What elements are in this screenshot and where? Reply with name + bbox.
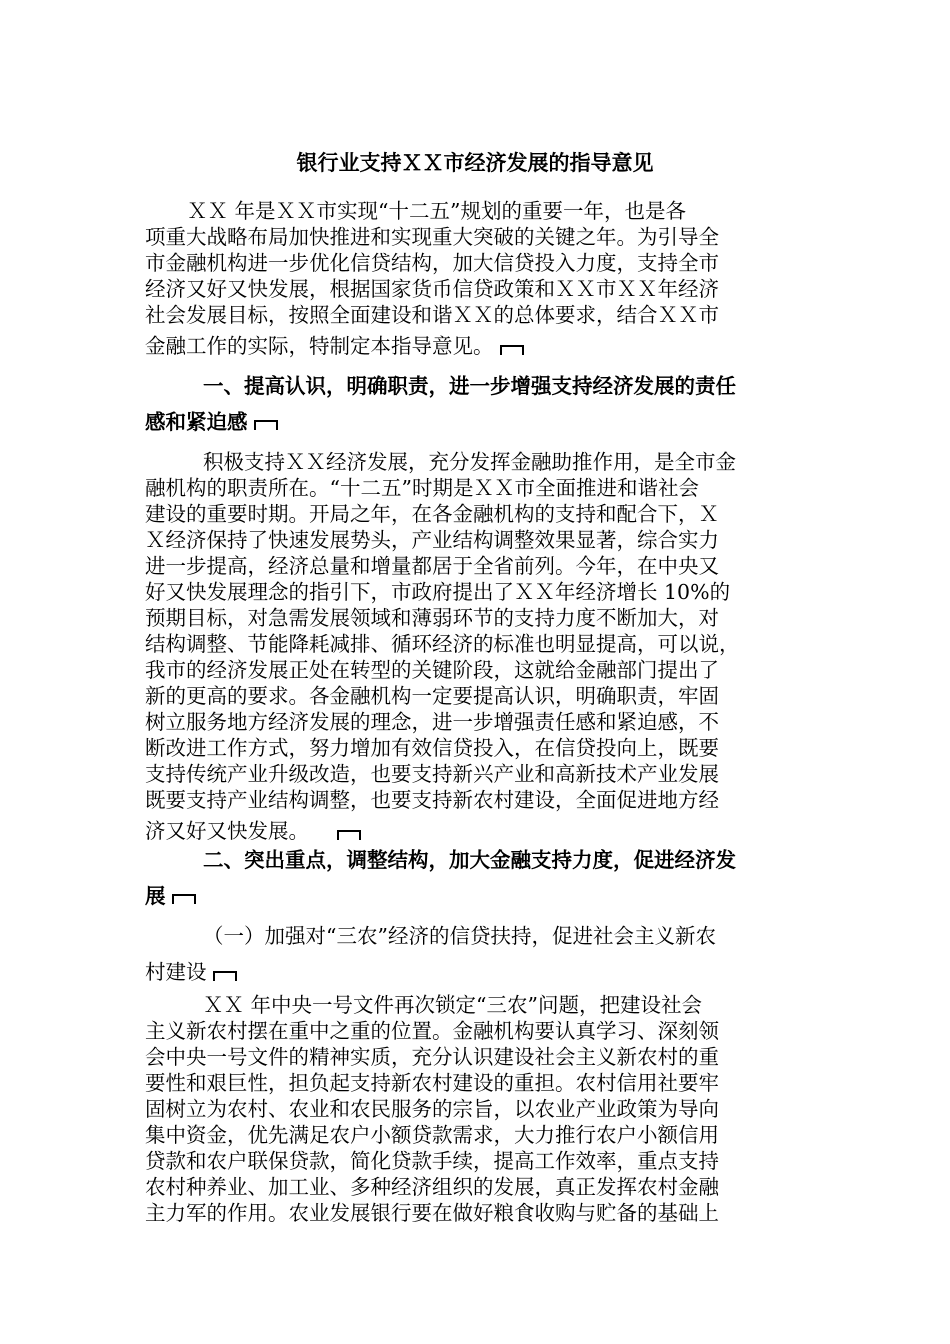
section1-heading-line: 一、提高认识，明确职责，进一步增强支持经济发展的责任 [203,374,736,398]
paragraph-mark-icon [254,420,278,430]
subsection1-line: 主义新农村摆在重中之重的位置。金融机构要认真学习、深刻领 [145,1019,719,1043]
document-title: 银行业支持ＸＸ市经济发展的指导意见 [296,151,654,175]
intro-line: 项重大战略布局加快推进和实现重大突破的关键之年。为引导全 [145,225,719,249]
section1-line: Ｘ经济保持了快速发展势头，产业结构调整效果显著，综合实力 [145,528,719,552]
section1-line-text: 济又好又快发展。 [145,819,309,843]
section1-line: 支持传统产业升级改造，也要支持新兴产业和高新技术产业发展 [145,762,719,786]
intro-line-text: 金融工作的实际，特制定本指导意见。 [145,334,494,358]
subsection1-line: 集中资金，优先满足农户小额贷款需求，大力推行农户小额信用 [145,1123,719,1147]
section2-heading [145,842,805,914]
section2-heading-line-last [145,878,805,914]
section2-heading-text: 展 [145,884,166,908]
section1-line: 进一步提高，经济总量和增量都居于全省前列。今年，在中央又 [145,554,719,578]
subsection1-heading-line: （一）加强对“三农”经济的信贷扶持，促进社会主义新农 [203,924,716,948]
section1-line: 树立服务地方经济发展的理念，进一步增强责任感和紧迫感，不 [145,710,719,734]
subsection1-line: 农村种养业、加工业、多种经济组织的发展，真正发挥农村金融 [145,1175,719,1199]
section1-heading-text: 感和紧迫感 [145,410,248,434]
subsection1-line: ＸＸ 年中央一号文件再次锁定“三农”问题，把建设社会 [203,993,702,1017]
intro-line-last [145,328,805,364]
intro-line: 市金融机构进一步优化信贷结构，加大信贷投入力度，支持全市 [145,251,719,275]
intro-line: 社会发展目标，按照全面建设和谐ＸＸ的总体要求，结合ＸＸ市 [145,303,719,327]
intro-line: 经济又好又快发展，根据国家货币信贷政策和ＸＸ市ＸＸ年经济 [145,277,719,301]
subsection1-heading-line-last [145,954,805,990]
section1-heading [145,368,805,440]
section1-line: 融机构的职责所在。“十二五”时期是ＸＸ市全面推进和谐社会 [145,476,699,500]
paragraph-mark-icon [213,971,237,981]
section1-line: 我市的经济发展正处在转型的关键阶段，这就给金融部门提出了 [145,658,719,682]
intro-paragraph [145,198,805,364]
subsection1-heading [145,918,805,990]
section2-heading-line: 二、突出重点，调整结构，加大金融支持力度，促进经济发 [203,848,736,872]
section1-line: 建设的重要时期。开局之年，在各金融机构的支持和配合下，Ｘ [145,502,719,526]
paragraph-mark-icon [172,894,196,904]
section1-line: 既要支持产业结构调整，也要支持新农村建设，全面促进地方经 [145,788,719,812]
section1-heading-line-last [145,404,805,440]
paragraph-mark-icon [337,830,361,840]
section1-line: 预期目标，对急需发展领域和薄弱环节的支持力度不断加大，对 [145,606,719,630]
subsection1-line: 贷款和农户联保贷款，简化贷款手续，提高工作效率，重点支持 [145,1149,719,1173]
section1-line: 积极支持ＸＸ经济发展，充分发挥金融助推作用，是全市金 [203,450,736,474]
subsection1-line: 主力军的作用。农业发展银行要在做好粮食收购与贮备的基础上 [145,1201,719,1225]
section1-line: 断改进工作方式，努力增加有效信贷投入，在信贷投向上，既要 [145,736,719,760]
section1-line: 好又快发展理念的指引下，市政府提出了ＸＸ年经济增长 10%的 [145,580,731,604]
subsection1-line: 固树立为农村、农业和农民服务的宗旨，以农业产业政策为导向 [145,1097,719,1121]
subsection1-heading-text: 村建设 [145,960,207,984]
subsection1-line: 要性和艰巨性，担负起支持新农村建设的重担。农村信用社要牢 [145,1071,719,1095]
section1-line: 结构调整、节能降耗减排、循环经济的标准也明显提高，可以说， [145,632,740,656]
intro-line: ＸＸ 年是ＸＸ市实现“十二五”规划的重要一年，也是各 [187,199,686,223]
subsection1-line: 会中央一号文件的精神实质，充分认识建设社会主义新农村的重 [145,1045,719,1069]
paragraph-mark-icon [500,345,524,355]
section1-body [145,449,805,849]
subsection1-body [145,992,805,1226]
section1-line: 新的更高的要求。各金融机构一定要提高认识，明确职责，牢固 [145,684,719,708]
